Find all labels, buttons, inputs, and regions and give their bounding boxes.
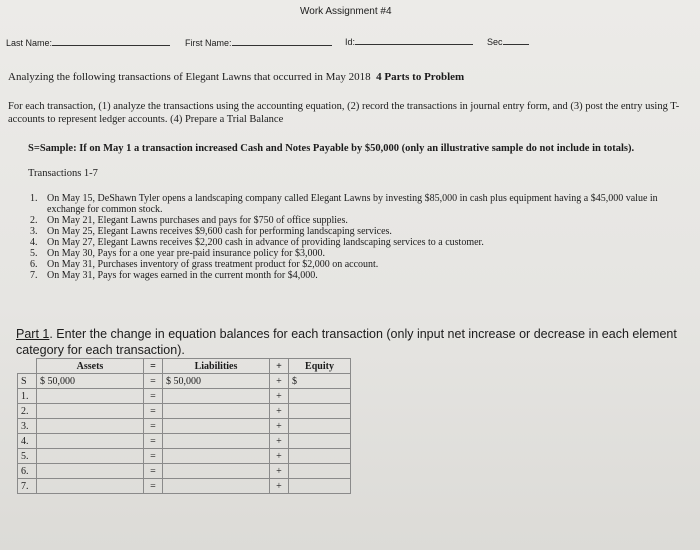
sec-line <box>503 35 529 45</box>
first-name-label: First Name: <box>185 38 232 48</box>
table-row <box>18 419 351 434</box>
table-row <box>18 389 351 404</box>
liabilities-cell[interactable]: $ 50,000 <box>163 374 270 389</box>
part1-text: . Enter the change in equation balances for each transaction (only input net increase or decrease in each element category for each transaction). <box>16 327 677 357</box>
liabilities-cell[interactable] <box>163 479 270 494</box>
equals-sign: = <box>144 389 163 404</box>
assignment-title: Work Assignment #4 <box>300 6 392 17</box>
equals-sign: = <box>144 434 163 449</box>
accounting-equation-table <box>17 358 351 494</box>
liabilities-cell[interactable] <box>163 404 270 419</box>
assets-cell[interactable] <box>37 389 144 404</box>
plus-sign: + <box>270 464 289 479</box>
assets-header: Assets <box>37 359 144 374</box>
transaction-list <box>28 193 688 281</box>
transactions-label: Transactions 1-7 <box>28 168 98 179</box>
row-label: 6. <box>18 464 37 479</box>
part1-label: Part 1 <box>16 327 50 341</box>
table-row <box>18 464 351 479</box>
equals-sign: = <box>144 374 163 389</box>
row-label: 5. <box>18 449 37 464</box>
liabilities-cell[interactable] <box>163 419 270 434</box>
plus-sign: + <box>270 389 289 404</box>
row-label: 1. <box>18 389 37 404</box>
first-name-line <box>232 36 332 46</box>
equity-cell[interactable] <box>289 404 351 419</box>
assets-cell[interactable]: $ 50,000 <box>37 374 144 389</box>
table-row <box>18 374 351 389</box>
table-row <box>18 434 351 449</box>
row-label: S <box>18 374 37 389</box>
id-line <box>355 35 473 45</box>
plus-sign: + <box>270 449 289 464</box>
assets-cell[interactable] <box>37 479 144 494</box>
equals-header: = <box>144 359 163 374</box>
instructions: For each transaction, (1) analyze the transactions using the accounting equation, (2) record the transactions in journal entry form, and (3) post the entry using T-accounts to represent ledger accounts. (4) Prepare a Trial Balance <box>8 101 680 125</box>
equity-cell[interactable] <box>289 479 351 494</box>
plus-sign: + <box>270 404 289 419</box>
table-header <box>18 359 351 374</box>
problem-heading <box>8 71 464 83</box>
sec-field[interactable] <box>487 35 529 47</box>
heading-text: Analyzing the following transactions of Elegant Lawns that occurred in May 2018 <box>8 71 371 83</box>
liabilities-header: Liabilities <box>163 359 270 374</box>
assets-cell[interactable] <box>37 449 144 464</box>
list-item: 6. On May 31, Purchases inventory of grass treatment product for $2,000 on account. <box>30 259 379 270</box>
parts-label: 4 Parts to Problem <box>376 71 465 83</box>
plus-sign: + <box>270 479 289 494</box>
last-name-field[interactable] <box>6 36 170 48</box>
table-row <box>18 449 351 464</box>
list-item: 4. On May 27, Elegant Lawns receives $2,200 cash in advance of providing landscaping services to a customer. <box>30 237 484 248</box>
equals-sign: = <box>144 404 163 419</box>
row-label: 2. <box>18 404 37 419</box>
equity-cell[interactable] <box>289 449 351 464</box>
plus-sign: + <box>270 419 289 434</box>
assets-cell[interactable] <box>37 464 144 479</box>
equity-cell[interactable] <box>289 419 351 434</box>
assets-cell[interactable] <box>37 404 144 419</box>
list-item: 2. On May 21, Elegant Lawns purchases and pays for $750 of office supplies. <box>30 215 348 226</box>
assets-cell[interactable] <box>37 434 144 449</box>
equity-cell[interactable] <box>289 389 351 404</box>
liabilities-cell[interactable] <box>163 389 270 404</box>
equity-cell[interactable] <box>289 464 351 479</box>
list-item: 7. On May 31, Pays for wages earned in the current month for $4,000. <box>30 270 318 281</box>
plus-header: + <box>270 359 289 374</box>
equals-sign: = <box>144 419 163 434</box>
equity-header: Equity <box>289 359 351 374</box>
row-label: 7. <box>18 479 37 494</box>
last-name-label: Last Name: <box>6 38 53 48</box>
equity-cell[interactable] <box>289 434 351 449</box>
plus-sign: + <box>270 434 289 449</box>
list-item: 3. On May 25, Elegant Lawns receives $9,600 cash for performing landscaping services. <box>30 226 392 237</box>
row-label: 3. <box>18 419 37 434</box>
last-name-line <box>52 36 170 46</box>
equity-cell[interactable]: $ <box>289 374 351 389</box>
sec-label: Sec <box>487 37 503 47</box>
liabilities-cell[interactable] <box>163 464 270 479</box>
liabilities-cell[interactable] <box>163 434 270 449</box>
id-field[interactable] <box>345 35 473 47</box>
equals-sign: = <box>144 449 163 464</box>
table-row <box>18 404 351 419</box>
sample-note: S=Sample: If on May 1 a transaction increased Cash and Notes Payable by $50,000 (only an illustrative sample do not include in totals). <box>28 143 635 154</box>
liabilities-cell[interactable] <box>163 449 270 464</box>
equals-sign: = <box>144 464 163 479</box>
row-label: 4. <box>18 434 37 449</box>
equals-sign: = <box>144 479 163 494</box>
id-label: Id: <box>345 37 356 47</box>
first-name-field[interactable] <box>185 36 332 48</box>
assets-cell[interactable] <box>37 419 144 434</box>
list-item: 1. On May 15, DeShawn Tyler opens a landscaping company called Elegant Lawns by investing $85,000 in cash plus equipment having a $45,000 value in exchange for common stock. <box>30 193 658 215</box>
part1-instructions <box>16 326 686 358</box>
list-item: 5. On May 30, Pays for a one year pre-paid insurance policy for $3,000. <box>30 248 325 259</box>
table-row <box>18 479 351 494</box>
plus-sign: + <box>270 374 289 389</box>
